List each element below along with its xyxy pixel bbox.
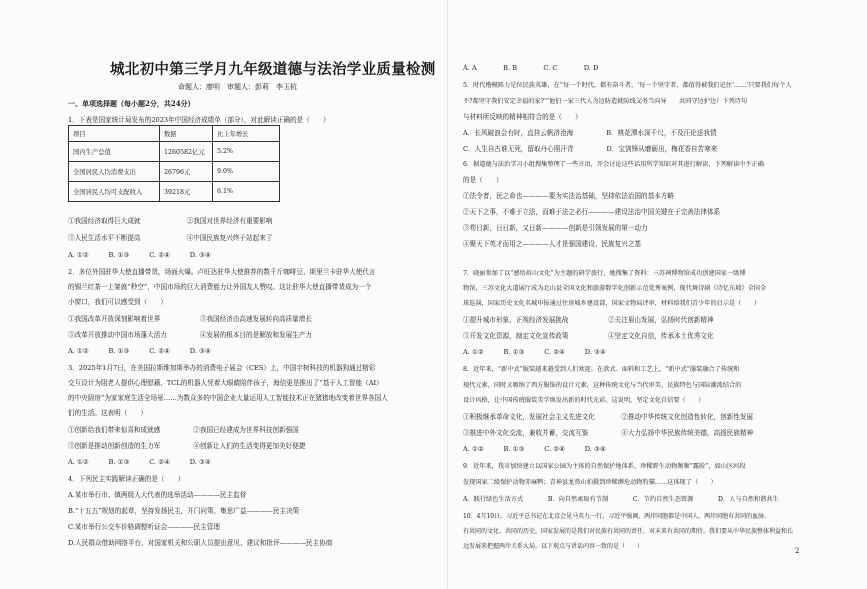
table-cell: 6.1%: [213, 182, 280, 202]
question-line: 发现国家二级保护动物赤麻鸭；青神县龙鼻山拍摄到珍稀濒危动物豹猫……这体现了（ ）: [463, 479, 717, 486]
option-line: ①我国改革开放深刻影响着世界 ③我国经济由高速发展转向高质量增长: [68, 315, 312, 323]
table-row: [69, 162, 280, 182]
question-line: 小窗口，我们可以感受到（ ）: [68, 298, 167, 306]
question-line: 7．晓丽参加了以“感悟眉山文化”为主题的研学旅行，她搜集了资料：三苏祠博物馆成功创建国家一级博: [463, 270, 746, 277]
answer-choices: A. ①② B. ①③ C. ②④ D. ③④: [68, 458, 211, 466]
table-cell: 国内生产总值: [69, 142, 160, 162]
page-number: 2: [795, 547, 800, 555]
option-line: A．践行绿色生活方式 B．向自然索取有节制 C．节约自然生态资源 D．人与自然和谐共生: [463, 496, 779, 503]
table-header-cell: 数据: [160, 126, 213, 142]
table-cell: 全国居民人均消费支出: [69, 162, 160, 182]
section-heading: 一、单项选择题（每小题2分，共24分）: [68, 99, 195, 108]
option-line: ②天下之事，不难于立法，而难于法之必行————建设法治中国关键在于完善法律体系: [463, 208, 721, 216]
table-cell: 9.0%: [213, 162, 280, 182]
option-line: C.某市举行公交车价格调整听证会————民主管理: [68, 523, 220, 531]
question-line: 9．近年来，我市加快建立以国家公园为主体的自然保护地体系，珍稀野生动物频频“露脸”，如山区河段: [463, 463, 746, 470]
question-line: 2．多位外国驻华大使直播带货，场面火爆。卢旺达驻华大使推荐的数千斤咖啡豆、斯里兰卡驻华大使代言: [68, 268, 376, 276]
option-line: A．长风破浪会有时，直挂云帆济沧海 B．桃花潭水深千尺，不及汪伦送我情: [463, 129, 717, 137]
question-line: 远发展来把握两岸关系大局。以下观点与讲话内容一致的是（ ）: [463, 543, 644, 550]
table-row: [69, 182, 280, 202]
question-line: 设计风格，让中国传统服装美学焕发出新的时代光彩。这说明，坚定文化自信要（ ）: [463, 397, 705, 404]
question-line: 5．时代楷模陈力是位民族英雄，在“每一个时代，都有奋斗者，‘每一个坚守者，都值得被我们记住’……‘只要我们每个人: [463, 82, 792, 89]
table-header-cell: 项目: [69, 126, 160, 142]
option-line: ③开发文化资源，制定文化宣传政策 ④坚定文化自信，传承本土优秀文化: [463, 332, 714, 340]
option-line: D.人民群众借助网络平台，对国家机关和公职人员提出意见、建议和批评————民主协商: [68, 539, 333, 547]
option-line: ③苟日新，日日新，又日新————创新是引领发展的第一动力: [463, 224, 648, 232]
exam-title: 城北初中第三学月九年级道德与法治学业质量检测: [110, 62, 436, 78]
table-cell: 1260582亿元: [160, 142, 213, 162]
option-line: ③改革开放推动中国市场蓬大活力 ④发展的根本目的是解放和发展生产力: [68, 331, 312, 339]
answer-choices: A. A B. B C. C D. D: [463, 64, 599, 72]
question-line: 物馆，三苏文化大道展厅成为北山县全国文化和旅游数字化创新示范优秀案例，现代舞诗剧《诗忆东坡》全国全: [463, 285, 767, 292]
economic-stats-table: [68, 125, 280, 202]
option-line: ①法令者，民之命也————要为实法治基础，坚持依法治国的基本方略: [463, 192, 674, 200]
question-line: 有共同的文化、共同的历史，国家发展的是我们对民族有共同的责任、对未来有共同的期待。我们要从中华民族整体利益和长: [463, 528, 794, 535]
table-row: [69, 142, 280, 162]
option-line: ③推进中外文化交流，兼收并蓄，交流互鉴 ④大力弘扬中华民族传统美德，高扬民族精神: [463, 429, 754, 437]
answer-choices: A. ①② B. ①③ C. ②④ D. ③④: [68, 347, 211, 355]
question-line: 8．近年来，“新中式”服装越来越受到人们欢迎。在款式、面料和工艺上，“新中式”服装融合了传统和: [463, 366, 740, 373]
option-line: ③创新是推动创新创造的生力军 ④创新让人们的生活变得更加美好便捷: [68, 442, 306, 450]
question-line: 球巡演，国家历史文化名城申报通过住房城乡建设部、国家文物局评审，材料给我们青少年的启示是（ ）: [463, 300, 760, 307]
option-line: C．人生自古谁无死，留取丹心照汗青 D．宝剑锋从磨砺出，梅花香自苦寒来: [463, 145, 718, 153]
question-line: 10．4月10日，习近平总书记在北京会见马英九一行。习近平强调，两岸同胞都是中国人，两岸同胞有共同的血脉、: [463, 513, 771, 520]
question-line: 现代元素，同时又吸纳了西方服饰的设计元素，这种传统文化与当代审美、民族特色与国际潮流结合的: [463, 382, 742, 389]
question-line: 的锡兰红茶一上架就“秒空”，中国市场的巨大消费能力让外国友人赞叹。这让驻华大使直播带货成为一个: [68, 283, 372, 291]
answer-choices: A. ①② B. ①③ C. ②④ D. ③④: [68, 251, 211, 259]
option-line: ①提升城市形象，正视经济发展挑战 ②关注眉山发展，弘扬时代创新精神: [463, 316, 714, 324]
question-line: 4．下列民主实践解读正确的是（ ）: [68, 475, 185, 483]
question-line: 与材料所反映的精神相符合的是（ ）: [463, 113, 582, 121]
answer-choices: A. ①② B. ①③ C. ②④ D. ③④: [463, 445, 606, 453]
option-line: ①创新给我们带来惊喜和成就感 ②我国已经建成为世界科技创新强国: [68, 426, 299, 434]
table-cell: 39218元: [160, 182, 213, 202]
exam-authors: 命题人：廖明 审题人：彭莉 李玉杭: [178, 83, 297, 91]
table-cell: 26796元: [160, 162, 213, 182]
table-cell: 5.2%: [213, 142, 280, 162]
option-line: B.“十五五”规划的起草，坚持发扬民主，开门问策、集思广益————民主决策: [68, 507, 300, 515]
option-line: ①积极继承革命文化，发展社会主义先进文化 ②推动中华传统文化创造性转化，创新性发展: [463, 413, 754, 421]
option-line: ①我国经济取得巨大成就 ②我国对世界经济有重要影响: [68, 217, 273, 225]
question-line: 不?都坚守我们安定幸福的家?’”他们一家三代人为边防造就防线义务当向导 共同守边护边）下列诗句: [463, 98, 748, 105]
table-cell: 全国居民人均可支配收入: [69, 182, 160, 202]
question-line: 3．2025年1月7日，在美国拉斯维加斯举办的消费电子展会（CES）上，中国宇树科技的机器狗通过精彩: [68, 364, 376, 372]
question-line: 们的生活。这表明（ ）: [68, 409, 148, 417]
question-line: 的中央厨房”为家家庭生活全场景……为数众多的中国企业大量运用人工智能技术正在猪猪地改变着世界各国人: [68, 394, 388, 402]
page-fold: [447, 0, 448, 589]
question-line: 1．下表是国家统计局发布的2023年中国经济成绩单（部分），对此解读正确的是（ ）: [68, 116, 330, 124]
question-line: 交互设计为阻老人提供心理慰藉、TCL的机器人凭着大眼睛陪伴孩子，海信更是推出了“基于人工智能（AI）: [68, 379, 383, 387]
option-line: A.某市举行市、镇两级人大代表的选举活动————民主监督: [68, 491, 247, 499]
question-line: 的是（ ）: [463, 176, 503, 184]
question-line: 6．据道德与法治学习小组搜集整理了一些言语，开会讨论这些话用所学知识对其进行解读，下列解读中不正确: [463, 161, 764, 168]
option-line: ③人民生活水平不断提高 ④中国民族复兴终于站起来了: [68, 234, 273, 242]
answer-choices: A. ①② B. ①③ C. ②④ D. ③④: [463, 348, 606, 356]
table-header-cell: 比上年增长: [213, 126, 280, 142]
option-line: ④聚天下英才而用之————人才是强国建设、民族复兴之基: [463, 240, 642, 248]
table-header-row: [69, 126, 280, 142]
